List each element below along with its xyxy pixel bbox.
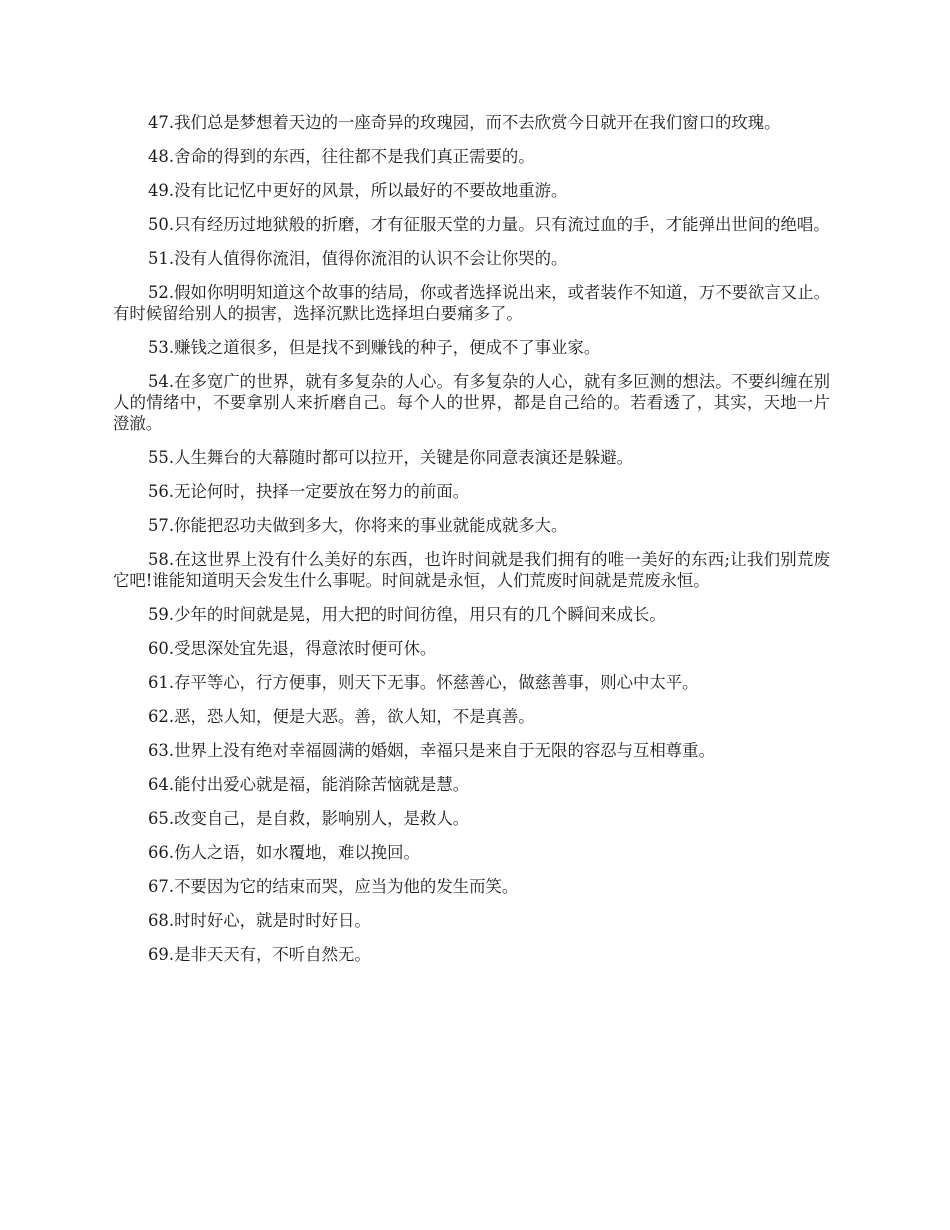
paragraph-66: 66.伤人之语，如水覆地，难以挽回。 [148,843,420,862]
paragraph-67: 67.不要因为它的结束而哭，应当为他的发生而笑。 [148,877,519,896]
paragraph-65: 65.改变自己，是自救，影响别人，是救人。 [148,809,470,828]
paragraph-54: 54.在多宽广的世界，就有多复杂的人心。有多复杂的人心，就有多叵测的想法。不要纠缠在别人的情绪中，不要拿别人来折磨自己。每个人的世界，都是自己给的。若看透了，其实，天地一片澄澈。 [113,372,830,433]
paragraph-59: 59.少年的时间就是晃，用大把的时间彷徨，用只有的几个瞬间来成长。 [148,605,666,624]
paragraph-49: 49.没有比记忆中更好的风景，所以最好的不要故地重游。 [148,181,568,200]
paragraph-58: 58.在这世界上没有什么美好的东西，也许时间就是我们拥有的唯一美好的东西;让我们别荒废它吧!谁能知道明天会发生什么事呢。时间就是永恒，人们荒废时间就是荒废永恒。 [113,550,830,590]
paragraph-63: 63.世界上没有绝对幸福圆满的婚姻，幸福只是来自于无限的容忍与互相尊重。 [148,741,715,760]
paragraph-51: 51.没有人值得你流泪，值得你流泪的认识不会让你哭的。 [148,249,568,268]
paragraph-55: 55.人生舞台的大幕随时都可以拉开，关键是你同意表演还是躲避。 [148,448,634,467]
paragraph-52: 52.假如你明明知道这个故事的结局，你或者选择说出来，或者装作不知道，万不要欲言又止。有时候留给别人的损害，选择沉默比选择坦白要痛多了。 [113,283,830,323]
paragraph-56: 56.无论何时，抉择一定要放在努力的前面。 [148,482,470,501]
paragraph-47: 47.我们总是梦想着天边的一座奇异的玫瑰园，而不去欣赏今日就开在我们窗口的玫瑰。 [148,113,781,132]
paragraph-53: 53.赚钱之道很多，但是找不到赚钱的种子，便成不了事业家。 [148,338,601,357]
paragraph-61: 61.存平等心，行方便事，则天下无事。怀慈善心，做慈善事，则心中太平。 [148,673,699,692]
paragraph-57: 57.你能把忍功夫做到多大，你将来的事业就能成就多大。 [148,516,568,535]
paragraph-69: 69.是非天天有，不听自然无。 [148,945,371,964]
paragraph-60: 60.受思深处宜先退，得意浓时便可休。 [148,639,437,658]
paragraph-50: 50.只有经历过地狱般的折磨，才有征服天堂的力量。只有流过血的手，才能弹出世间的绝唱。 [148,215,830,234]
paragraph-48: 48.舍命的得到的东西，往往都不是我们真正需要的。 [148,147,535,166]
paragraph-68: 68.时时好心，就是时时好日。 [148,911,371,930]
document-body [113,112,830,978]
paragraph-62: 62.恶，恐人知，便是大恶。善，欲人知，不是真善。 [148,707,535,726]
paragraph-64: 64.能付出爱心就是福，能消除苦恼就是慧。 [148,775,470,794]
